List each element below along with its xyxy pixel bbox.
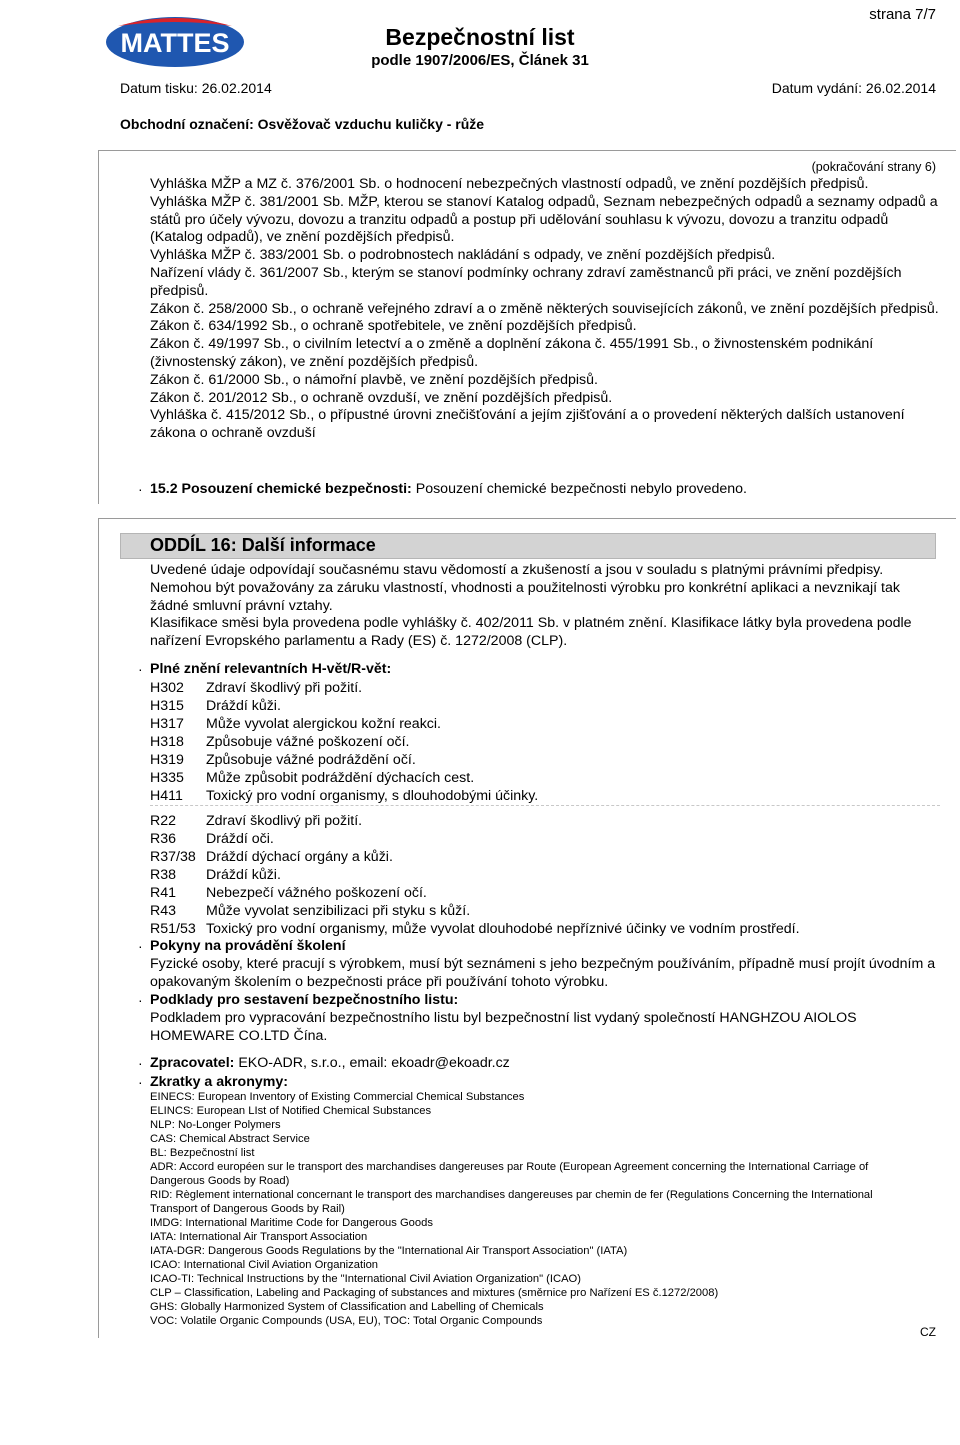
sources-text: Podkladem pro vypracování bezpečnostního listu byl bezpečnostní list vydaný společností HANGHZOU AIOLOS HOMEWARE CO.LTD Čína.: [150, 1009, 857, 1044]
training-section: [150, 938, 940, 991]
h-statement: H335 Může způsobit podráždění dýchacích cest.: [150, 770, 475, 786]
regulation-item: Zákon č. 634/1992 Sb., o ochraně spotřebitele, ve znění pozdějších předpisů.: [150, 318, 637, 335]
h-statement: H318 Způsobuje vážné poškození očí.: [150, 734, 410, 750]
r-statement: R22 Zdraví škodlivý při požití.: [150, 813, 363, 829]
abbr-heading: Zkratky a akronymy:: [150, 1074, 289, 1090]
abbreviation-item: ICAO: International Civil Aviation Organization: [150, 1259, 379, 1271]
training-heading: Pokyny na provádění školení: [150, 938, 346, 954]
document-title: Bezpečnostní list: [385, 24, 575, 50]
abbreviation-item: VOC: Volatile Organic Compounds (USA, EU), TOC: Total Organic Compounds: [150, 1315, 543, 1327]
regulation-item: Zákon č. 49/1997 Sb., o civilním letectví a o změně a doplnění zákona č. 455/1991 Sb., o živnostenském podnikání (živnostenský zákon), ve znění pozdějších předpisů.: [150, 336, 874, 370]
r-statement: R37/38 Dráždí dýchací orgány a kůži.: [150, 849, 393, 865]
classification-paragraph: Klasifikace směsi byla provedena podle vyhlášky č. 402/2011 Sb. v platném znění. Klasifikace látky byla provedena podle nařízení Evropského parlamentu a Rady (ES) č. 1272/2008 (CLP).: [150, 615, 912, 650]
regulation-item: Nařízení vlády č. 361/2007 Sb., kterým se stanoví podmínky ochrany zdraví zaměstnanců při práci, ve znění pozdějších předpisů.: [150, 264, 902, 299]
page-number: strana 7/7: [869, 6, 936, 23]
issue-date: Datum vydání: 26.02.2014: [771, 80, 936, 96]
intro-text: [150, 562, 940, 651]
r-statement: R51/53 Toxický pro vodní organismy, může vyvolat dlouhodobé nepříznivé účinky ve vodním prostředí.: [150, 921, 800, 937]
bullet-dot: ·: [138, 1074, 143, 1090]
abbreviation-item: IATA-DGR: Dangerous Goods Regulations by the "International Air Transport Association" (IATA): [150, 1245, 628, 1257]
abbreviation-item: IATA: International Air Transport Association: [150, 1231, 368, 1243]
h-statement: H302 Zdraví škodlivý při požití.: [150, 680, 363, 696]
language-code: CZ: [920, 1325, 936, 1339]
trade-name: Obchodní označení: Osvěžovač vzduchu kuličky - růže: [120, 116, 485, 132]
bullet-dot: ·: [138, 661, 143, 677]
logo-text: MATTES: [120, 28, 230, 58]
regulation-item: Vyhláška MŽP č. 383/2001 Sb. o podrobnostech nakládání s odpady, ve znění pozdějších předpisů.: [150, 247, 776, 264]
section-title: ODDÍL 16: Další informace: [150, 535, 376, 555]
abbreviation-item: CLP – Classification, Labeling and Packaging of substances and mixtures (směrnice pro Nařízení ES č.1272/2008): [150, 1287, 719, 1299]
bullet-dot: ·: [138, 1055, 143, 1071]
abbreviation-item: NLP: No-Longer Polymers: [150, 1119, 281, 1131]
sources-heading: Podklady pro sestavení bezpečnostního listu:: [150, 992, 459, 1008]
regulation-item: Vyhláška č. 415/2012 Sb., o přípustné úrovni znečišťování a jejím zjišťování a o provedení některých dalších ustanovení zákona o ochraně ovzduší: [150, 407, 905, 442]
abbreviation-item: ICAO-TI: Technical Instructions by the "International Civil Aviation Organization" (ICAO): [150, 1273, 581, 1285]
author-label: Zpracovatel:: [150, 1055, 235, 1071]
abbreviation-item: IMDG: International Maritime Code for Dangerous Goods: [150, 1217, 433, 1229]
item-label: 15.2 Posouzení chemické bezpečnosti:: [150, 481, 412, 497]
author-section: [150, 1055, 940, 1073]
regulation-item: Vyhláška MŽP a MZ č. 376/2001 Sb. o hodnocení nebezpečných vlastností odpadů, ve znění pozdějších předpisů.: [150, 176, 869, 192]
print-date: Datum tisku: 26.02.2014: [120, 80, 272, 96]
bullet-dot: ·: [138, 992, 143, 1008]
r-statement: R38 Dráždí kůži.: [150, 867, 281, 883]
r-statement: R36 Dráždí oči.: [150, 831, 274, 847]
bullet-dot: ·: [138, 481, 143, 497]
h-heading: Plné znění relevantních H-vět/R-vět:: [150, 661, 392, 677]
chemical-safety-assessment: [150, 481, 940, 499]
training-text: Fyzické osoby, které pracují s výrobkem, musí být seznámeni s jeho bezpečným používáním, případně musí projít úvodním a opakovaným školením o bezpečnosti práce při používání tohoto výrobku.: [150, 955, 936, 990]
regulation-item: Vyhláška MŽP č. 381/2001 Sb. MŽP, kterou se stanoví Katalog odpadů, Seznam nebezpečných odpadů a seznamy odpadů a států pro účely vývozu, dovozu a tranzitu odpadů a postup při udělování souhlasu k vývozu, dovozu a tranzitu odpadů (Katalog odpadů), ve znění pozdějších předpisů.: [150, 193, 938, 246]
h-statement: H411 Toxický pro vodní organismy, s dlouhodobými účinky.: [150, 788, 539, 804]
abbreviation-item: ELINCS: European LIst of Notified Chemical Substances: [150, 1105, 432, 1117]
continuation-note: (pokračování strany 6): [811, 160, 936, 174]
bullet-dot: ·: [138, 938, 143, 954]
abbreviation-item: EINECS: European Inventory of Existing Commercial Chemical Substances: [150, 1091, 525, 1103]
abbreviation-item: CAS: Chemical Abstract Service: [150, 1133, 310, 1145]
sources-section: [150, 992, 940, 1045]
h-statement: H315 Dráždí kůži.: [150, 698, 281, 714]
dotted-divider: [150, 805, 940, 806]
r-statement: R43 Může vyvolat senzibilizaci při styku s kůží.: [150, 903, 471, 919]
intro-paragraph: Uvedené údaje odpovídají současnému stavu vědomostí a zkušeností a jsou v souladu s platnými právními předpisy. Nemohou být považovány za záruku vlastností, vhodnosti a použitelnosti výrobku pro konkrétní aplikaci a nevznikají tak žádné smluvní právní vztahy.: [150, 562, 900, 614]
item-text: Posouzení chemické bezpečnosti nebylo provedeno.: [415, 481, 747, 497]
abbreviation-item: RID: Règlement international concernant le transport des marchandises dangereuses par chemin de fer (Regulations Concerning the International Transport of Dangerous Goods by Rail): [150, 1189, 873, 1215]
abbreviation-item: ADR: Accord européen sur le transport des marchandises dangereuses par Route (European Agreement concerning the International Carriage of Dangerous Goods by Road): [150, 1161, 869, 1187]
r-statement: R41 Nebezpečí vážného poškození očí.: [150, 885, 427, 901]
abbreviation-list: [150, 1090, 910, 1328]
h-statement: H319 Způsobuje vážné podráždění očí.: [150, 752, 416, 768]
h-statement: H317 Může vyvolat alergickou kožní reakci.: [150, 716, 441, 732]
regulation-item: Zákon č. 61/2000 Sb., o námořní plavbě, ve znění pozdějších předpisů.: [150, 371, 598, 388]
regulation-list: [150, 176, 940, 443]
author-text: EKO-ADR, s.r.o., email: ekoadr@ekoadr.cz: [238, 1055, 510, 1071]
abbreviation-item: BL: Bezpečnostní list: [150, 1147, 255, 1159]
document-subtitle: podle 1907/2006/ES, Článek 31: [371, 52, 589, 69]
abbreviation-item: GHS: Globally Harmonized System of Classification and Labelling of Chemicals: [150, 1301, 544, 1313]
regulation-item: Zákon č. 258/2000 Sb., o ochraně veřejného zdraví a o změně některých souvisejících zákonů, ve znění pozdějších předpisů.: [150, 300, 939, 317]
regulation-item: Zákon č. 201/2012 Sb., o ochraně ovzduší, ve znění pozdějších předpisů.: [150, 389, 613, 406]
